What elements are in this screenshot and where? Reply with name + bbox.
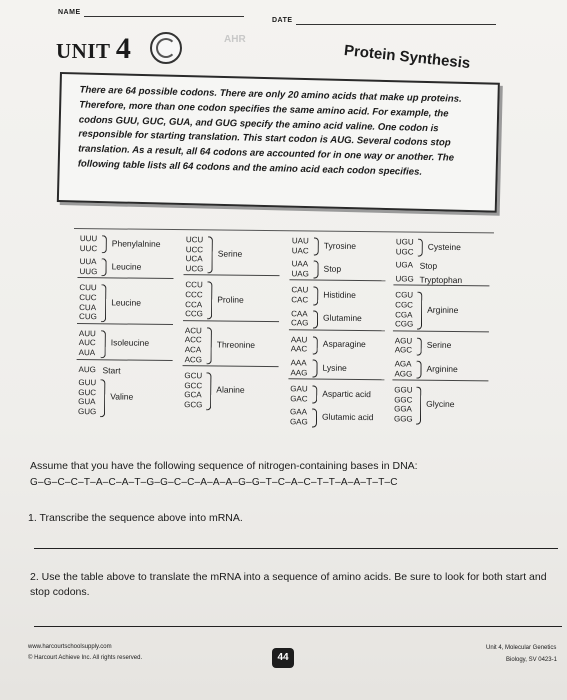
amino-acid-label: Threonine [216,339,256,350]
codon-column-3 [290,230,397,441]
codon: CUA [79,302,97,312]
amino-acid-label: Tyrosine [323,240,357,251]
codon: GCU [184,371,203,381]
footer-course-code: Biology, SV 0423-1 [506,657,557,663]
codon: AAG [290,367,308,378]
codon-group [78,365,178,376]
brace-icon [417,292,422,329]
question-1: 1. Transcribe the sequence above into mRNA. [28,512,243,524]
amino-acid-label: Glutamic acid [321,411,374,423]
amino-acid-label: Leucine [111,261,142,272]
codon-group [395,336,495,356]
group-divider [288,378,384,380]
codon: UAU [291,236,309,246]
codon: GUU [78,378,97,388]
amino-acid-label: Serine [426,340,452,351]
codon-group [290,408,390,428]
amino-acid-label: Asparagine [322,339,366,350]
codon: AAA [290,358,307,368]
amino-acid-label: Arginine [426,363,458,374]
intro-box [57,72,500,213]
amino-acid-label: Phenylalnine [111,237,161,249]
amino-acid-label: Alanine [216,384,245,396]
codon: GUA [78,397,96,407]
amino-acid-label: Valine [110,391,134,403]
codon: GAC [290,394,308,404]
codon: CGG [394,319,414,329]
codon: AUG [78,364,96,374]
brace-icon [206,373,211,410]
brace-icon [416,361,421,379]
codon: GCC [184,380,203,391]
amino-acid-label: Serine [217,248,243,259]
codon-group [292,236,392,256]
codon: AUU [78,328,96,339]
brace-icon [418,239,423,257]
codon-group [79,329,179,359]
brace-icon [314,238,319,256]
footer-unit-label: Unit 4, Molecular Genetics [486,645,557,651]
codon: UCU [185,235,204,245]
codon: UAG [291,269,309,279]
codon-group [395,274,495,285]
group-divider [183,320,279,322]
unit-title: UNIT [56,39,111,63]
brace-icon [313,287,318,305]
codon-column-4 [394,231,501,442]
codon: UGA [395,260,414,270]
codon: GAU [290,384,308,394]
answer-line-2[interactable] [34,626,562,627]
amino-acid-label: Leucine [111,296,142,308]
codon: GCA [184,390,202,400]
amino-acid-label: Tryptophan [419,274,463,285]
codon-group [291,286,391,306]
brace-icon [313,261,318,279]
codon-group [394,386,494,425]
page-number: 44 [272,648,294,668]
codon: UGC [395,246,414,257]
amino-acid-label: Lysine [322,362,347,373]
codon: GAA [290,407,308,417]
codon: CUG [79,312,97,322]
dna-sequence: G–G–C–C–T–A–C–A–T–G–G–C–C–A–A–A–G–G–T–C–A–C–T–T–A–A–T–T–C [30,477,398,488]
codon: CCA [185,299,203,309]
codon-group [290,384,390,404]
codon-group [78,378,178,417]
codon: UAC [291,245,309,256]
codon: AAC [290,344,308,354]
group-divider [393,330,489,332]
brace-icon [208,236,213,273]
codon: CAU [291,285,309,295]
group-divider [184,275,280,277]
codon: CAG [290,318,309,328]
brace-icon [101,330,106,358]
brace-icon [101,285,106,322]
date-line [296,24,496,25]
codon: AUC [78,338,96,348]
codon-group [291,309,391,329]
amino-acid-label: Isoleucine [110,337,150,348]
codon: ACU [184,325,202,336]
codon: ACC [184,335,202,345]
codon: CCG [185,309,203,319]
codon: CCU [185,280,203,290]
codon: UAA [291,259,309,269]
amino-acid-label: Cysteine [427,241,461,252]
codon-group [79,257,179,277]
codon: GCG [184,400,203,410]
footer-website: www.harcourtschoolsupply.com [28,644,112,650]
intro-text: There are 64 possible codons. There are only 20 amino acids that make up proteins. Therefore, more than one codon specifies the same amino acid. For example, the codons GUU, GUC, GUA, and GUG specify the amino acid valine. One codon is responsible for starting translation. This start codon is AUG. Several codons stop translation. As a result, all 64 codons are accounted for in one way or another. The following table lists all 64 codons and the amino acid each codon specifies. [77,84,462,178]
faint-handwriting: AHR [224,34,246,45]
codon: CGC [395,300,414,310]
dna-logo-icon [150,32,182,64]
codon: GGC [394,395,413,405]
codon-group [291,259,391,279]
group-divider [289,329,385,331]
codon-group [184,371,284,410]
section-title: Protein Synthesis [343,42,472,73]
amino-acid-label: Glutamine [323,312,362,324]
codon: AUA [78,348,96,358]
codon: GGU [394,385,413,395]
codon-group [396,237,496,257]
codon: AGU [394,336,413,346]
group-divider [183,365,279,367]
codon: UCG [185,263,204,274]
codon: CAC [291,295,309,305]
codon: AGA [394,359,412,369]
group-divider [393,285,489,287]
amino-acid-label: Stop [323,263,342,274]
brace-icon [312,360,317,378]
codon: UGU [395,237,414,247]
brace-icon [207,327,212,364]
codon: CGU [395,290,414,300]
brace-icon [101,258,106,276]
group-divider [77,323,173,325]
codon-group [291,335,391,355]
footer-copyright: © Harcourt Achieve Inc. All rights reserved. [28,655,143,661]
brace-icon [313,310,318,328]
codon: CCC [185,290,203,300]
unit-number: 4 [115,32,132,65]
group-divider [289,280,385,282]
codon-group [79,283,179,322]
date-label: DATE [272,17,293,24]
codon: AAU [290,335,308,345]
codon-group [396,261,496,272]
answer-line-1[interactable] [34,548,558,549]
codon: GGG [393,414,413,424]
codon: CUU [79,283,97,293]
codon: UGG [395,274,414,284]
codon: UCC [185,244,204,254]
amino-acid-label: Arginine [427,304,459,315]
brace-icon [312,386,317,404]
brace-icon [100,379,105,416]
group-divider [77,277,173,279]
codon: GUG [78,407,97,417]
amino-acid-label: Glycine [426,399,455,410]
codon-group [185,326,285,365]
brace-icon [312,409,317,427]
codon: UCA [185,254,203,264]
amino-acid-label: Histidine [323,289,356,300]
brace-icon [416,387,421,424]
codon: ACG [184,354,203,364]
amino-acid-label: Stop [419,260,438,271]
amino-acid-label: Start [102,364,121,376]
group-divider [392,380,488,382]
codon: UUG [79,266,98,277]
codon: CUC [79,293,97,303]
codon: GGA [394,404,412,414]
codon-group [394,359,494,379]
codon: GAG [289,417,308,427]
codon-group [80,234,180,254]
assume-text: Assume that you have the following sequence of nitrogen-containing bases in DNA: [30,460,418,472]
codon: UUA [79,257,97,267]
codon-group [290,358,390,378]
codon-table [72,228,494,442]
codon-group [186,235,286,274]
codon: ACA [184,345,202,355]
codon: CAA [291,308,308,319]
group-divider [77,359,173,361]
unit-heading [56,32,131,66]
name-label: NAME [58,9,81,16]
codon: CGA [395,309,413,320]
codon: UUC [79,243,98,253]
codon: GUC [78,387,97,398]
amino-acid-label: Aspartic acid [322,388,372,399]
name-line [84,16,244,17]
codon-group [395,291,495,330]
codon: AGC [394,345,413,355]
codon: AGG [394,368,413,379]
question-2: 2. Use the table above to translate the mRNA into a sequence of amino acids. Be sure to look for both start and stop codons. [30,571,547,598]
codon: UUU [79,234,98,244]
codon-group [185,281,285,320]
brace-icon [417,337,422,355]
brace-icon [102,235,107,253]
codon-column-2 [184,229,291,440]
codon-column-1 [78,228,185,439]
amino-acid-label: Proline [217,294,244,305]
brace-icon [313,336,318,354]
brace-icon [207,282,212,319]
